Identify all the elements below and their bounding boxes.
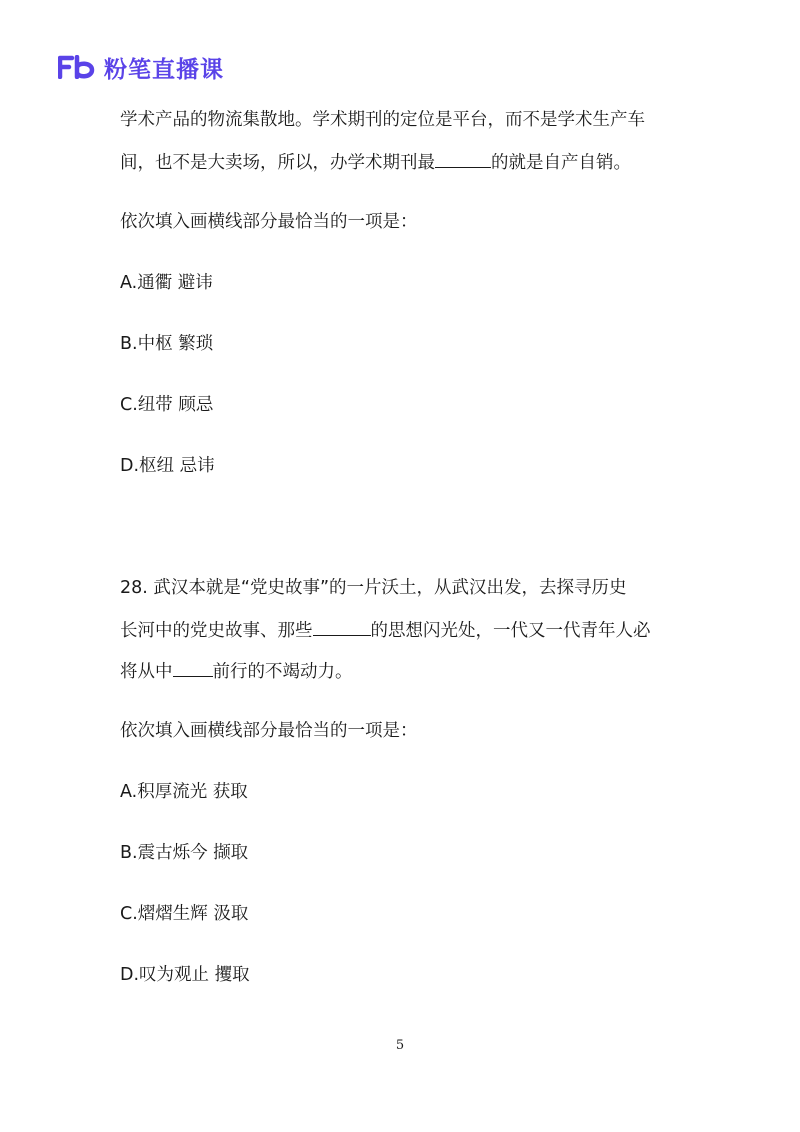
option-b: B.中枢 繁琐 (120, 334, 214, 354)
stem-text: 的思想闪光处，一代又一代青年人必 (370, 621, 651, 641)
fill-blank (313, 617, 371, 636)
question-prompt: 依次填入画横线部分最恰当的一项是： (120, 212, 418, 232)
question-stem: 28. 武汉本就是“党史故事”的一片沃土，从武汉出发，去探寻历史 (120, 578, 627, 598)
brand-logo (58, 50, 224, 84)
option-c: C.纽带 顾忌 (120, 395, 214, 415)
passage-text: 间，也不是大卖场，所以，办学术期刊最 (120, 153, 435, 173)
stem-text: 长河中的党史故事、那些 (120, 621, 313, 641)
stem-text: 将从中 (120, 662, 173, 682)
fb-logo-icon (58, 55, 96, 79)
fill-blank (435, 149, 491, 168)
option-a: A.通衢 避讳 (120, 273, 213, 293)
option-a: A.积厚流光 获取 (120, 782, 248, 802)
option-d: D.枢纽 忌讳 (120, 456, 215, 476)
fill-blank (173, 658, 213, 677)
passage-line: 学术产品的物流集散地。学术期刊的定位是平台，而不是学术生产车 (120, 110, 645, 130)
option-d: D.叹为观止 攫取 (120, 965, 250, 985)
stem-text: 前行的不竭动力。 (212, 662, 353, 682)
page-number: 5 (395, 1038, 405, 1053)
brand-name: 粉笔直播课 (104, 56, 224, 83)
option-c: C.熠熠生辉 汲取 (120, 904, 249, 924)
passage-line (120, 149, 631, 175)
option-b: B.震古烁今 撷取 (120, 843, 249, 863)
question-prompt: 依次填入画横线部分最恰当的一项是： (120, 721, 418, 741)
question-stem (120, 617, 651, 643)
passage-text: 的就是自产自销。 (491, 153, 631, 173)
question-stem (120, 658, 353, 684)
